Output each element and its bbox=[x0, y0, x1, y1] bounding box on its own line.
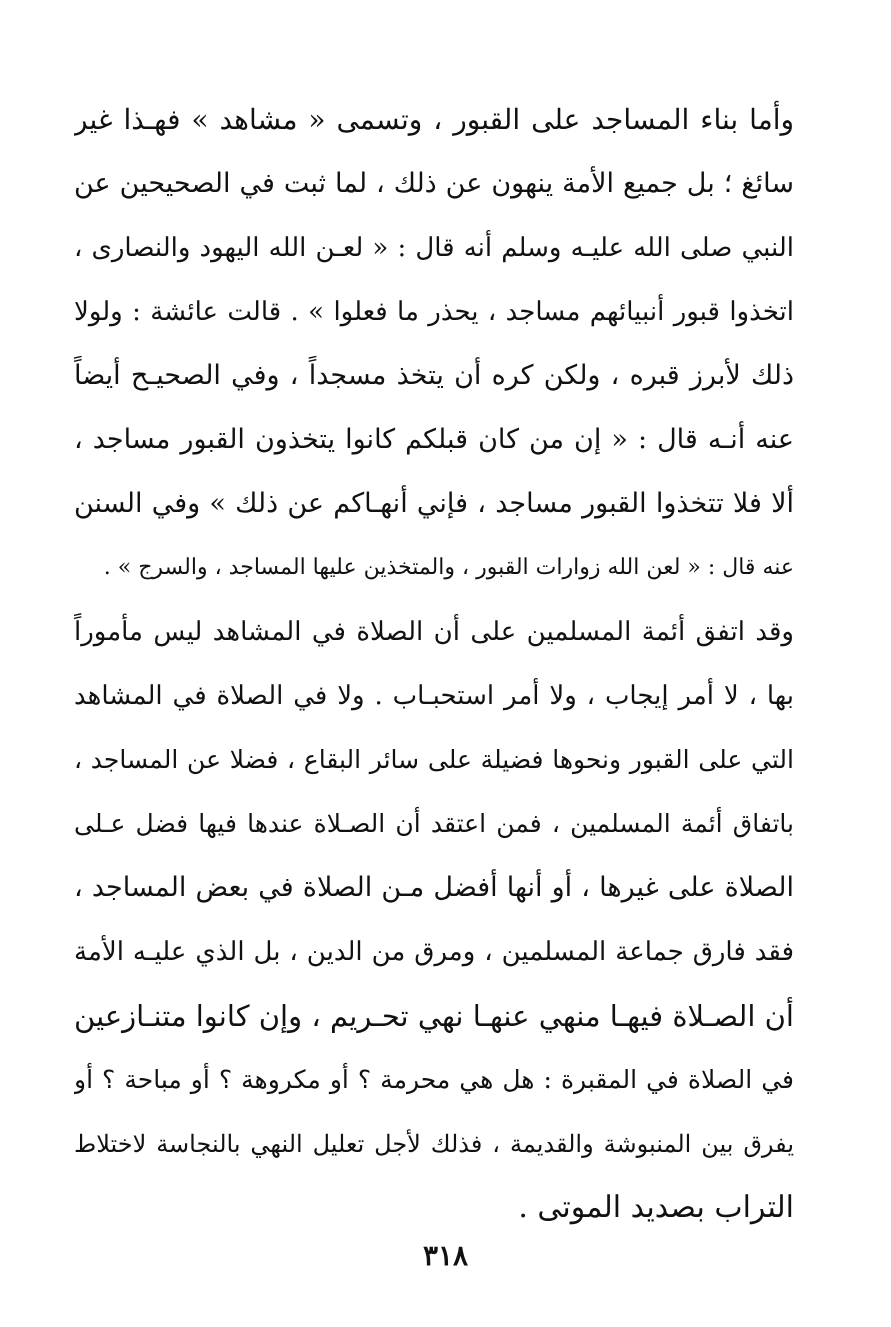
text-line: فقد فارق جماعة المسلمين ، ومرق من الدين ، بل الذي عليـه الأمة bbox=[74, 937, 794, 967]
text-line: وقد اتفق أئمة المسلمين على أن الصلاة في المشاهد ليس مأموراً bbox=[74, 617, 794, 647]
text-line: النبي صلى الله عليـه وسلم أنه قال : « لعـن الله اليهود والنصارى ، bbox=[74, 233, 794, 263]
text-line: اتخذوا قبور أنبيائهم مساجد ، يحذر ما فعلوا » . قالت عائشة : ولولا bbox=[74, 297, 794, 327]
text-line: سائغ ؛ بل جميع الأمة ينهون عن ذلك ، لما ثبت في الصحيحين عن bbox=[74, 168, 794, 199]
text-line: بها ، لا أمر إيجاب ، ولا أمر استحبـاب . ولا في الصلاة في المشاهد bbox=[74, 681, 794, 711]
text-line: ذلك لأبرز قبره ، ولكن كره أن يتخذ مسجداً ، وفي الصحيـح أيضاً bbox=[74, 360, 794, 391]
text-line: وأما بناء المساجد على القبور ، وتسمى « مشاهد » فهـذا غير bbox=[74, 103, 794, 136]
text-line: عنه أنـه قال : « إن من كان قبلكم كانوا يتخذون القبور مساجد ، bbox=[74, 424, 794, 455]
text-line: عنه قال : « لعن الله زوارات القبور ، والمتخذين عليها المساجد ، والسرج » . bbox=[103, 555, 794, 580]
text-line: التي على القبور ونحوها فضيلة على سائر البقاع ، فضلا عن المساجد ، bbox=[74, 745, 794, 774]
text-line: أن الصـلاة فيهـا منهي عنهـا نهي تحـريم ، وإن كانوا متنـازعين bbox=[74, 999, 794, 1033]
text-line: في الصلاة في المقبرة : هل هي محرمة ؟ أو مكروهة ؟ أو مباحة ؟ أو bbox=[74, 1065, 794, 1094]
text-line: باتفاق أئمة المسلمين ، فمن اعتقد أن الصـلاة عندها فيها فضل عـلى bbox=[74, 809, 794, 838]
text-line: ألا فلا تتخذوا القبور مساجد ، فإني أنهـاكم عن ذلك » وفي السنن bbox=[74, 488, 794, 519]
page-number: ٣١٨ bbox=[422, 1239, 469, 1272]
text-line: يفرق بين المنبوشة والقديمة ، فذلك لأجل تعليل النهي بالنجاسة لاختلاط bbox=[74, 1130, 794, 1158]
text-line: التراب بصديد الموتى . bbox=[518, 1190, 794, 1225]
text-line: الصلاة على غيرها ، أو أنها أفضل مـن الصلاة في بعض المساجد ، bbox=[74, 872, 794, 903]
paragraph-2 bbox=[74, 600, 794, 1240]
paragraph-1 bbox=[74, 88, 794, 600]
